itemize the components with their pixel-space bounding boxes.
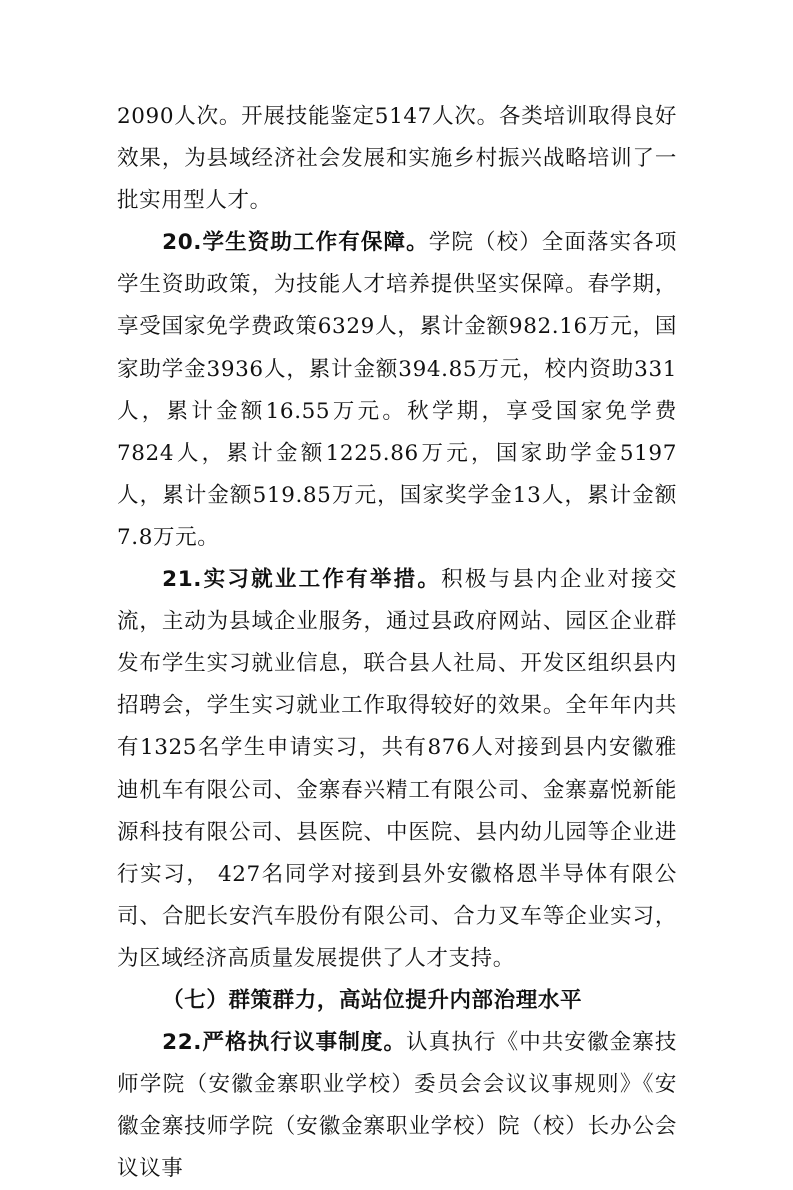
item-22-paragraph <box>117 1022 677 1190</box>
item-21-paragraph <box>117 559 677 980</box>
item-20-heading: 20.学生资助工作有保障。 <box>162 230 429 256</box>
item-21-heading: 21.实习就业工作有举措。 <box>162 567 442 593</box>
item-20-paragraph <box>117 222 677 559</box>
item-20-body: 学院（校）全面落实各项学生资助政策，为技能人才培养提供坚实保障。春学期，享受国家免学费政策6329人，累计金额982.16万元，国家助学金3936人，累计金额394.85万元，校内资助331人，累计金额16.55万元。秋学期，享受国家免学费7824人，累计金额1225.86万元，国家助学金5197人，累计金额519.85万元，国家奖学金13人，累计金额7.8万元。 <box>117 230 677 550</box>
continuation-paragraph: 2090人次。开展技能鉴定5147人次。各类培训取得良好效果，为县域经济社会发展和实施乡村振兴战略培训了一批实用型人才。 <box>117 104 677 214</box>
section-7-heading: （七）群策群力，高站位提升内部治理水平 <box>162 987 583 1013</box>
item-21-body: 积极与县内企业对接交流，主动为县域企业服务，通过县政府网站、园区企业群发布学生实习就业信息，联合县人社局、开发区组织县内招聘会，学生实习就业工作取得较好的效果。全年年内共有1325名学生申请实习，共有876人对接到县内安徽雅迪机车有限公司、金寨春兴精工有限公司、金寨嘉悦新能源科技有限公司、县医院、中医院、县内幼儿园等企业进行实习， 427名同学对接到县外安徽格恩半导体有限公司、合肥长安汽车股份有限公司、合力叉车等企业实习，为区域经济高质量发展提供了人才支持。 <box>117 567 677 971</box>
item-22-body: 认真执行《中共安徽金寨技师学院（安徽金寨职业学校）委员会会议议事规则》《安徽金寨技师学院（安徽金寨职业学校）院（校）长办公会议议事 <box>117 1030 677 1182</box>
document-body <box>117 96 677 1190</box>
item-22-heading: 22.严格执行议事制度。 <box>162 1030 407 1056</box>
